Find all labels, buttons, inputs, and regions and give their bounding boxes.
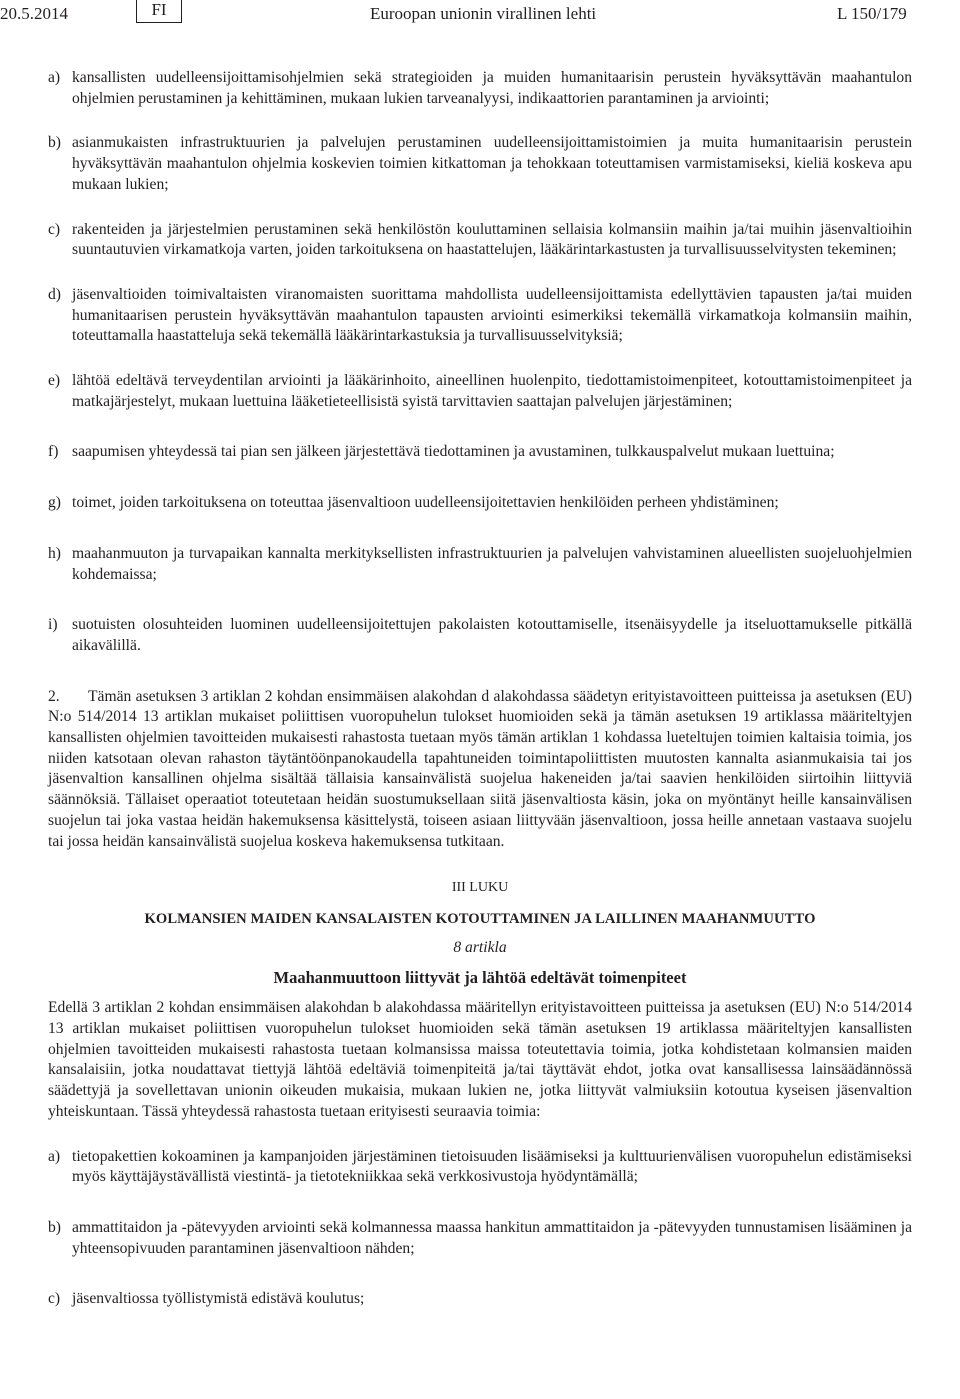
article-intro: Edellä 3 artiklan 2 kohdan ensimmäisen alakohdan b alakohdassa määritellyn erityistavoitteen puitteissa ja asetuksen (EU) N:o 514/2014 13 artiklan mukaiset poliittisen vuoropuhelun tulokset huomioiden sekä tämän asetuksen 19 artiklassa määriteltyjen kansallisten ohjelmien tavoitteiden mukaisesti rahastosta tuetaan kolmansissa maissa toteutettavia toimia, jotka kohdistetaan kolmansien maiden kansalaisiin, jotka noudattavat tiettyjä lähtöä edeltäviä toimenpiteitä ja/tai täyttävät ehdot, jotka ovat kansallisessa lainsäädännössä säädettyjä ja sovellettavan unionin oikeuden mukaisia, mukaan lukien ne, jotka liittyvät valmiuksiin kotoutua kyseisen jäsenvaltion yhteiskuntaan. Tässä yhteydessä rahastosta tuetaan erityisesti seuraavia toimia:	[48, 999, 912, 1120]
item-text: lähtöä edeltävä terveydentilan arviointi ja lääkärinhoito, aineellinen huolenpito, tiedottamistoimenpiteet, kotouttamistoimenpiteet ja matkajärjestelyt, mukaan luettuina lääketieteellisistä syistä tarvittavien saattajan palvelujen järjestäminen;	[72, 372, 912, 410]
item-text: kansallisten uudelleensijoittamisohjelmien sekä strategioiden ja muiden humanitaarisin perustein hyväksyttävän maahantulon ohjelmien perustaminen ja kehittäminen, mukaan lukien tarveanalyysi, indikaattorien parantaminen ja arviointi;	[72, 69, 912, 107]
paragraph-2	[48, 687, 912, 853]
list-item	[48, 1147, 912, 1188]
item-label: g)	[48, 494, 61, 512]
list-item	[48, 371, 912, 412]
item-text: toimet, joiden tarkoituksena on toteuttaa jäsenvaltioon uudelleensijoitettavien henkilöiden perheen yhdistäminen;	[72, 494, 779, 512]
document-body	[48, 68, 912, 1310]
item-text: jäsenvaltioiden toimivaltaisten viranomaisten suorittama mahdollista uudelleensijoittamista edellyttävien tapausten ja/tai muiden humanitaarisen perustein hyväksyttävän maahantulon tapausten arviointi esimerkiksi tekemällä virkamatkoja kolmansiin maihin, toteuttamalla haastatteluja sekä tekemällä lääkärintarkastuksia ja turvallisuusselvityksiä;	[72, 285, 912, 345]
list-item	[48, 68, 912, 109]
chapter-title: KOLMANSIEN MAIDEN KANSALAISTEN KOTOUTTAMINEN JA LAILLINEN MAAHANMUUTTO	[144, 911, 816, 928]
list-item	[48, 493, 912, 514]
item-label: a)	[48, 1147, 61, 1165]
publication-date: 20.5.2014	[0, 4, 68, 23]
item-text: saapumisen yhteydessä tai pian sen jälkeen järjestettävä tiedottaminen ja avustaminen, tulkkauspalvelut mukaan luettuina;	[72, 443, 835, 461]
list-item	[48, 133, 912, 195]
item-label: a)	[48, 69, 61, 86]
item-label: c)	[48, 220, 61, 238]
item-label: i)	[48, 616, 58, 634]
paragraph-number: 2.	[48, 687, 60, 705]
item-text: suotuisten olosuhteiden luominen uudelleensijoitettujen pakolaisten kotouttamiselle, itsenäisyydelle ja itseluottamukselle pitkällä aikavälillä.	[72, 616, 912, 654]
item-text: asianmukaisten infrastruktuurien ja palvelujen perustaminen uudelleensijoittamistoimien ja muita humanitaarisin perustein hyväksyttävän maahantulon ohjelmia koskevien toimien kitkattoman ja tehokkaan toteuttamisen varmistamiseksi, kieliä koskeva apu mukaan lukien;	[72, 134, 912, 193]
item-text: rakenteiden ja järjestelmien perustaminen sekä henkilöstön kouluttaminen sellaisia kolmansiin maihin ja/tai muihin jäsenvaltioihin suuntautuvien virkamatkoja varten, joiden tarkoituksena on haastattelujen, lääkärintarkastusten ja turvallisuusselvitysten tekeminen;	[72, 220, 912, 259]
list-item	[48, 220, 912, 261]
item-label: d)	[48, 285, 61, 303]
article-title: Maahanmuuttoon liittyvät ja lähtöä edeltävät toimenpiteet	[273, 968, 687, 988]
item-label: c)	[48, 1290, 61, 1308]
item-text: maahanmuuton ja turvapaikan kannalta merkityksellisten infrastruktuurien ja palvelujen vahvistaminen alueellisten suojeluohjelmien kohdemaissa;	[72, 544, 912, 583]
list-item	[48, 285, 912, 347]
item-label: b)	[48, 134, 61, 152]
list-item	[48, 1289, 912, 1310]
item-label: h)	[48, 544, 61, 562]
journal-title: Euroopan unionin virallinen lehti	[370, 4, 597, 23]
list-item	[48, 442, 912, 463]
item-text: ammattitaidon ja -pätevyyden arviointi sekä kolmannessa maassa hankitun ammattitaidon ja -pätevyyden tunnustamisen lisääminen ja yhteensopivuuden parantaminen jäsenvaltioon nähden;	[72, 1218, 912, 1257]
item-label: e)	[48, 372, 61, 390]
page-number: L 150/179	[837, 4, 907, 23]
item-text: tietopakettien kokoaminen ja kampanjoiden järjestäminen tietoisuuden lisäämiseksi ja kulttuurienvälisen vuoropuhelun edistämiseksi myös käyttäjäystävällistä viestintä- ja tietotekniikkaa sekä verkkosivustoja hyödyntämällä;	[72, 1147, 912, 1186]
item-text: jäsenvaltiossa työllistymistä edistävä koulutus;	[72, 1290, 365, 1308]
article-number: 8 artikla	[453, 939, 507, 957]
list-item	[48, 615, 912, 656]
list-item	[48, 1218, 912, 1259]
language-code: FI	[136, 0, 182, 23]
page-header	[0, 0, 960, 30]
item-label: b)	[48, 1218, 61, 1236]
list-item	[48, 544, 912, 585]
item-label: f)	[48, 443, 59, 461]
paragraph-text: Tämän asetuksen 3 artiklan 2 kohdan ensimmäisen alakohdan d alakohdassa säädetyn erityistavoitteen puitteissa ja asetuksen (EU) N:o 514/2014 13 artiklan mukaiset poliittisen vuoropuhelun tulokset huomioiden sekä ja tämän asetuksen 19 artiklassa määriteltyjen kansallisten ohjelmien tavoitteiden mukaisesti rahastosta tuetaan myös tämän artiklan 1 kohdassa lueteltujen toimien kaltaisia toimia, jos niiden katsotaan olevan rahaston täytäntöönpanokaudella tapahtuneiden toimintapoliittisten muutosten kannalta asianmukaisia tai jos jäsenvaltion kansallinen ohjelma sisältää tällaisia kansainvälistä suojelua hakeneiden ja/tai saavien henkilöiden siirtoihin liittyviä säännöksiä. Tällaiset operaatiot toteutetaan heidän suostumuksellaan siitä jäsenvaltiosta käsin, joka on myöntänyt heille kansainvälisen suojelun tai joka vastaa heidän hakemuksensa käsittelystä, toiseen asiaan liittyvään jäsenvaltioon, jossa heille annetaan vastaava suojelu tai jossa heidän kansainvälistä suojelua koskeva hakemuksensa tutkitaan.	[48, 687, 912, 850]
chapter-label: III LUKU	[451, 880, 509, 896]
